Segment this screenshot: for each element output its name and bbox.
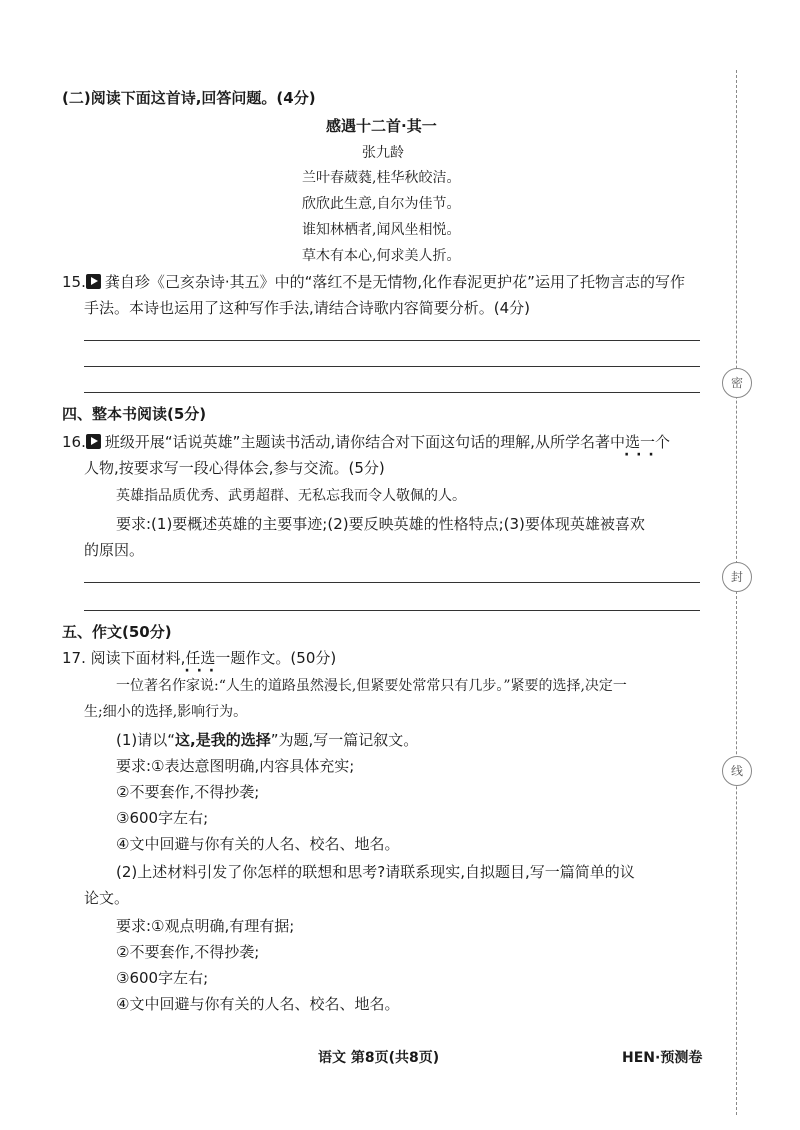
question-17-text: 17. 阅读下面材料, bbox=[62, 649, 186, 667]
paper-code: HEN·预测卷 bbox=[622, 1050, 703, 1066]
poem-author: 张九龄 bbox=[362, 145, 404, 161]
binding-mark-xian: 线 bbox=[722, 756, 752, 786]
video-play-icon[interactable] bbox=[86, 274, 101, 289]
material-text: 一位著名作家说:“人生的道路虽然漫长,但紧要处常常只有几步。”紧要的选择,决定一 bbox=[116, 678, 627, 694]
option-2-prompt: 论文。 bbox=[84, 889, 130, 907]
question-number: 16. bbox=[62, 433, 86, 451]
answer-line[interactable] bbox=[84, 610, 700, 611]
page-number: 语文 第8页(共8页) bbox=[318, 1050, 440, 1066]
question-number: 15. bbox=[62, 273, 86, 291]
section-heading-essay: 五、作文(50分) bbox=[62, 623, 172, 641]
requirement-item: ④文中回避与你有关的人名、校名、地名。 bbox=[116, 995, 400, 1013]
binding-dashed-line bbox=[736, 70, 737, 1115]
requirement-item: ③600字左右; bbox=[116, 969, 209, 987]
question-16-line-2: 人物,按要求写一段心得体会,参与交流。(5分) bbox=[84, 459, 385, 477]
poem-line: 草木有本心,何求美人折。 bbox=[302, 248, 461, 264]
answer-line[interactable] bbox=[84, 392, 700, 393]
requirement-item: ②不要套作,不得抄袭; bbox=[116, 783, 260, 801]
emphasis-text: 选一个 · · · bbox=[625, 433, 670, 451]
requirement-item: 要求:①表达意图明确,内容具体充实; bbox=[116, 757, 355, 775]
option-1-prompt bbox=[116, 730, 418, 750]
poem-line: 谁知林栖者,闻风坐相悦。 bbox=[302, 222, 461, 238]
option-1-text: (1)请以“ bbox=[116, 731, 176, 749]
essay-title: 这,是我的选择 bbox=[175, 731, 271, 749]
poem-line: 欣欣此生意,自尔为佳节。 bbox=[302, 196, 461, 212]
requirement-item: ②不要套作,不得抄袭; bbox=[116, 943, 260, 961]
binding-mark-feng: 封 bbox=[722, 562, 752, 592]
question-15-text: 龚自珍《己亥杂诗·其五》中的“落红不是无情物,化作春泥更护花”运用了托物言志的写作 bbox=[104, 273, 685, 291]
answer-line[interactable] bbox=[84, 366, 700, 367]
answer-line[interactable] bbox=[84, 340, 700, 341]
question-17-text: 题作文。(50分) bbox=[230, 649, 337, 667]
question-16-line-1 bbox=[62, 432, 670, 452]
section-heading-book: 四、整本书阅读(5分) bbox=[62, 405, 207, 423]
question-15-line-2: 手法。本诗也运用了这种写作手法,请结合诗歌内容简要分析。(4分) bbox=[84, 299, 531, 317]
question-15-line-1 bbox=[62, 272, 685, 292]
answer-line[interactable] bbox=[84, 582, 700, 583]
quote-text: 英雄指品质优秀、武勇超群、无私忘我而令人敬佩的人。 bbox=[116, 488, 466, 504]
question-16-text: 班级开展“话说英雄”主题读书活动,请你结合对下面这句话的理解,从所学名著中 bbox=[104, 433, 625, 451]
video-play-icon[interactable] bbox=[86, 434, 101, 449]
requirement-item: 要求:①观点明确,有理有据; bbox=[116, 917, 295, 935]
material-text: 生;细小的选择,影响行为。 bbox=[84, 704, 248, 720]
requirement-item: ③600字左右; bbox=[116, 809, 209, 827]
requirement-item: ④文中回避与你有关的人名、校名、地名。 bbox=[116, 835, 400, 853]
emphasis-text: 任选一 · · · bbox=[185, 649, 230, 667]
question-17-line-1 bbox=[62, 648, 336, 668]
section-heading-poem: (二)阅读下面这首诗,回答问题。(4分) bbox=[62, 89, 316, 107]
poem-line: 兰叶春葳蕤,桂华秋皎洁。 bbox=[302, 170, 461, 186]
option-1-text: ”为题,写一篇记叙文。 bbox=[270, 731, 419, 749]
requirements-line: 的原因。 bbox=[84, 541, 145, 559]
binding-mark-mi: 密 bbox=[722, 368, 752, 398]
option-2-prompt: (2)上述材料引发了你怎样的联想和思考?请联系现实,自拟题目,写一篇简单的议 bbox=[116, 863, 635, 881]
requirements-line: 要求:(1)要概述英雄的主要事迹;(2)要反映英雄的性格特点;(3)要体现英雄被喜欢 bbox=[116, 515, 645, 533]
poem-title: 感遇十二首·其一 bbox=[326, 117, 437, 135]
